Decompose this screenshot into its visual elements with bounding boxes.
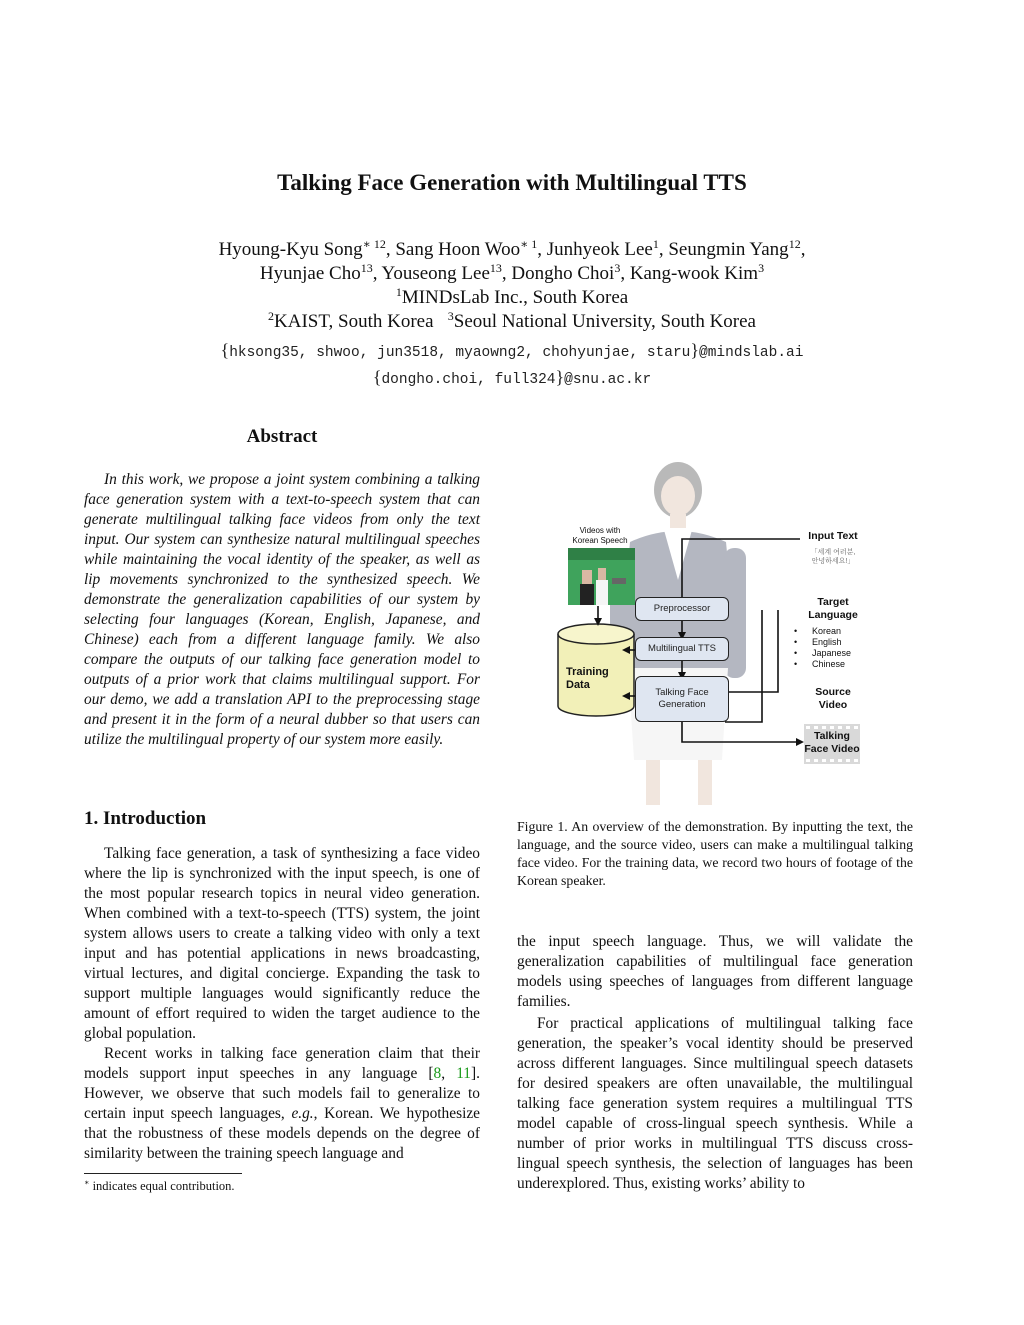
target-language-label: Target Language bbox=[808, 596, 858, 621]
language-list bbox=[794, 626, 851, 670]
email-line-1: {hksong35, shwoo, jun3518, myaowng2, chohyunjae, staru}@mindslab.ai bbox=[220, 340, 804, 361]
intro-paragraph-2: Recent works in talking face generation claim that their models support input speeches in any language [8, 11]. However, we observe that such models fail to generalize to certain input speech languages, e.g., Korean. We hypothesize that the robustness of these models depends on the degree of similarity between the training speech language and bbox=[84, 1045, 481, 1162]
author-affiliation-mark: 3 bbox=[758, 261, 765, 275]
intro-paragraph-1: Talking face generation, a task of synthesizing a face video where the lip is synchronized with the input speech, is one of the most popular research topics in neural video generation. When combined with a text-to-speech (TTS) system, the joint system allows users to create a talking video with only a text input and has potential applications in news broadcasting, virtual lectures, and digital concierge. Expanding the task to support multiple languages would significantly reduce the amount of effort required to widen the target audience to the global population. bbox=[84, 845, 480, 1042]
talking-face-generation-box: Talking Face Generation bbox=[635, 676, 729, 722]
author-affiliation-mark: ∗ 12 bbox=[362, 237, 386, 251]
right-column-body bbox=[517, 932, 913, 1194]
author-name: Kang-wook Kim bbox=[629, 263, 759, 284]
author-affiliation-mark: 1 bbox=[652, 237, 659, 251]
figure-1 bbox=[552, 460, 872, 805]
input-text-label: Input Text bbox=[808, 530, 858, 542]
footnote: ∗ indicates equal contribution. bbox=[84, 1178, 235, 1193]
author-name: Hyunjae Cho bbox=[259, 263, 361, 284]
source-video-thumbnail bbox=[568, 548, 635, 605]
authors-line-2: Hyunjae Cho$^{13}$, Youseong Lee$^{13}$, Dongho Choi$^3$, Kang-wook Kim$^3$ bbox=[259, 261, 765, 284]
right-paragraph-1: the input speech language. Thus, we will validate the generalization capabilities of multilingual face generation models using speeches of languages from different language families. bbox=[517, 933, 913, 1010]
paper-title: Talking Face Generation with Multilingual TTS bbox=[277, 170, 747, 195]
author-name: Youseong Lee bbox=[381, 263, 490, 284]
affiliation-1: $^1$MINDsLab Inc., South Korea bbox=[395, 285, 629, 308]
korean-input-text: 「세계 여러분, 안녕하세요!」 bbox=[810, 549, 856, 565]
author-name: Seungmin Yang bbox=[668, 239, 789, 260]
introduction-body bbox=[84, 844, 480, 1164]
abstract-body bbox=[84, 470, 480, 750]
multilingual-tts-box: Multilingual TTS bbox=[635, 637, 729, 661]
language-item: • Korean bbox=[794, 626, 851, 637]
affiliation-2-3: $^2$KAIST, South Korea $^3$Seoul National University, South Korea bbox=[268, 309, 756, 332]
videos-korean-speech-label: Videos with Korean Speech bbox=[572, 526, 628, 545]
author-affiliation-mark: 3 bbox=[614, 261, 621, 275]
training-data-label: Training Data bbox=[566, 666, 609, 691]
abstract-heading: Abstract bbox=[246, 426, 318, 447]
language-item: • English bbox=[794, 637, 851, 648]
author-affiliation-mark: 13 bbox=[489, 261, 502, 275]
email-block bbox=[0, 338, 1024, 392]
introduction-heading: 1. Introduction bbox=[84, 808, 207, 829]
author-block bbox=[0, 238, 1024, 334]
source-video-label: Source Video bbox=[815, 686, 851, 711]
preprocessor-box: Preprocessor bbox=[635, 597, 729, 621]
language-item: • Chinese bbox=[794, 659, 851, 670]
author-affiliation-mark: ∗ 1 bbox=[520, 237, 538, 251]
author-name: Dongho Choi bbox=[511, 263, 615, 284]
authors-line-1: Hyoung-Kyu Song$^{∗ 12}$, Sang Hoon Woo$^{∗ 1}$, Junhyeok Lee$^1$, Seungmin Yang$^{12}$, bbox=[218, 237, 806, 260]
talking-face-video-label: Talking Face Video bbox=[804, 730, 860, 755]
author-name: Sang Hoon Woo bbox=[395, 239, 521, 260]
figure-caption: Figure 1. An overview of the demonstration. By inputting the text, the language, and the source video, users can make a multilingual talking face video. For the training data, we record two hours of footage of the Korean speaker. bbox=[517, 819, 913, 888]
author-affiliation-mark: 13 bbox=[360, 261, 373, 275]
author-affiliation-mark: 12 bbox=[788, 237, 801, 251]
citation-link[interactable]: 8 bbox=[433, 1065, 442, 1082]
author-name: Hyoung-Kyu Song bbox=[218, 239, 363, 260]
abstract-paragraph: In this work, we propose a joint system combining a talking face generation system with a text-to-speech system that can generate multilingual talking face videos from only the text input. Our system can synthesize natural multilingual speeches while maintaining the vocal identity of the speaker, as well as lip movements synchronized to the synthesized speech. We demonstrate the generalization capabilities of our system by selecting four languages (Korean, English, Japanese, and Chinese) each from a different language family. We also compare the outputs of our talking face generation model to outputs of a prior work that claims multilingual support. For our demo, we add a translation API to the preprocessing stage and present it in the form of a neural dubber so that users can utilize the multilingual property of our system more easily. bbox=[84, 471, 480, 748]
author-name: Junhyeok Lee bbox=[546, 239, 653, 260]
citation-link[interactable]: 11 bbox=[456, 1065, 472, 1082]
right-paragraph-2: For practical applications of multilingual talking face generation, the speaker’s vocal identity should be preserved across different languages. Since multilingual speech datasets for desired speakers are often unavailable, the multilingual talking face generation system requires a multilingual TTS model capable of cross-lingual speech synthesis. While a number of prior works in multilingual TTS discuss cross-lingual speech synthesis, the selection of languages has been underexplored. Thus, existing works’ ability to bbox=[517, 1015, 913, 1192]
footnote-divider bbox=[84, 1173, 242, 1174]
language-item: • Japanese bbox=[794, 648, 851, 659]
email-line-2: {dongho.choi, full324}@snu.ac.kr bbox=[372, 367, 652, 388]
